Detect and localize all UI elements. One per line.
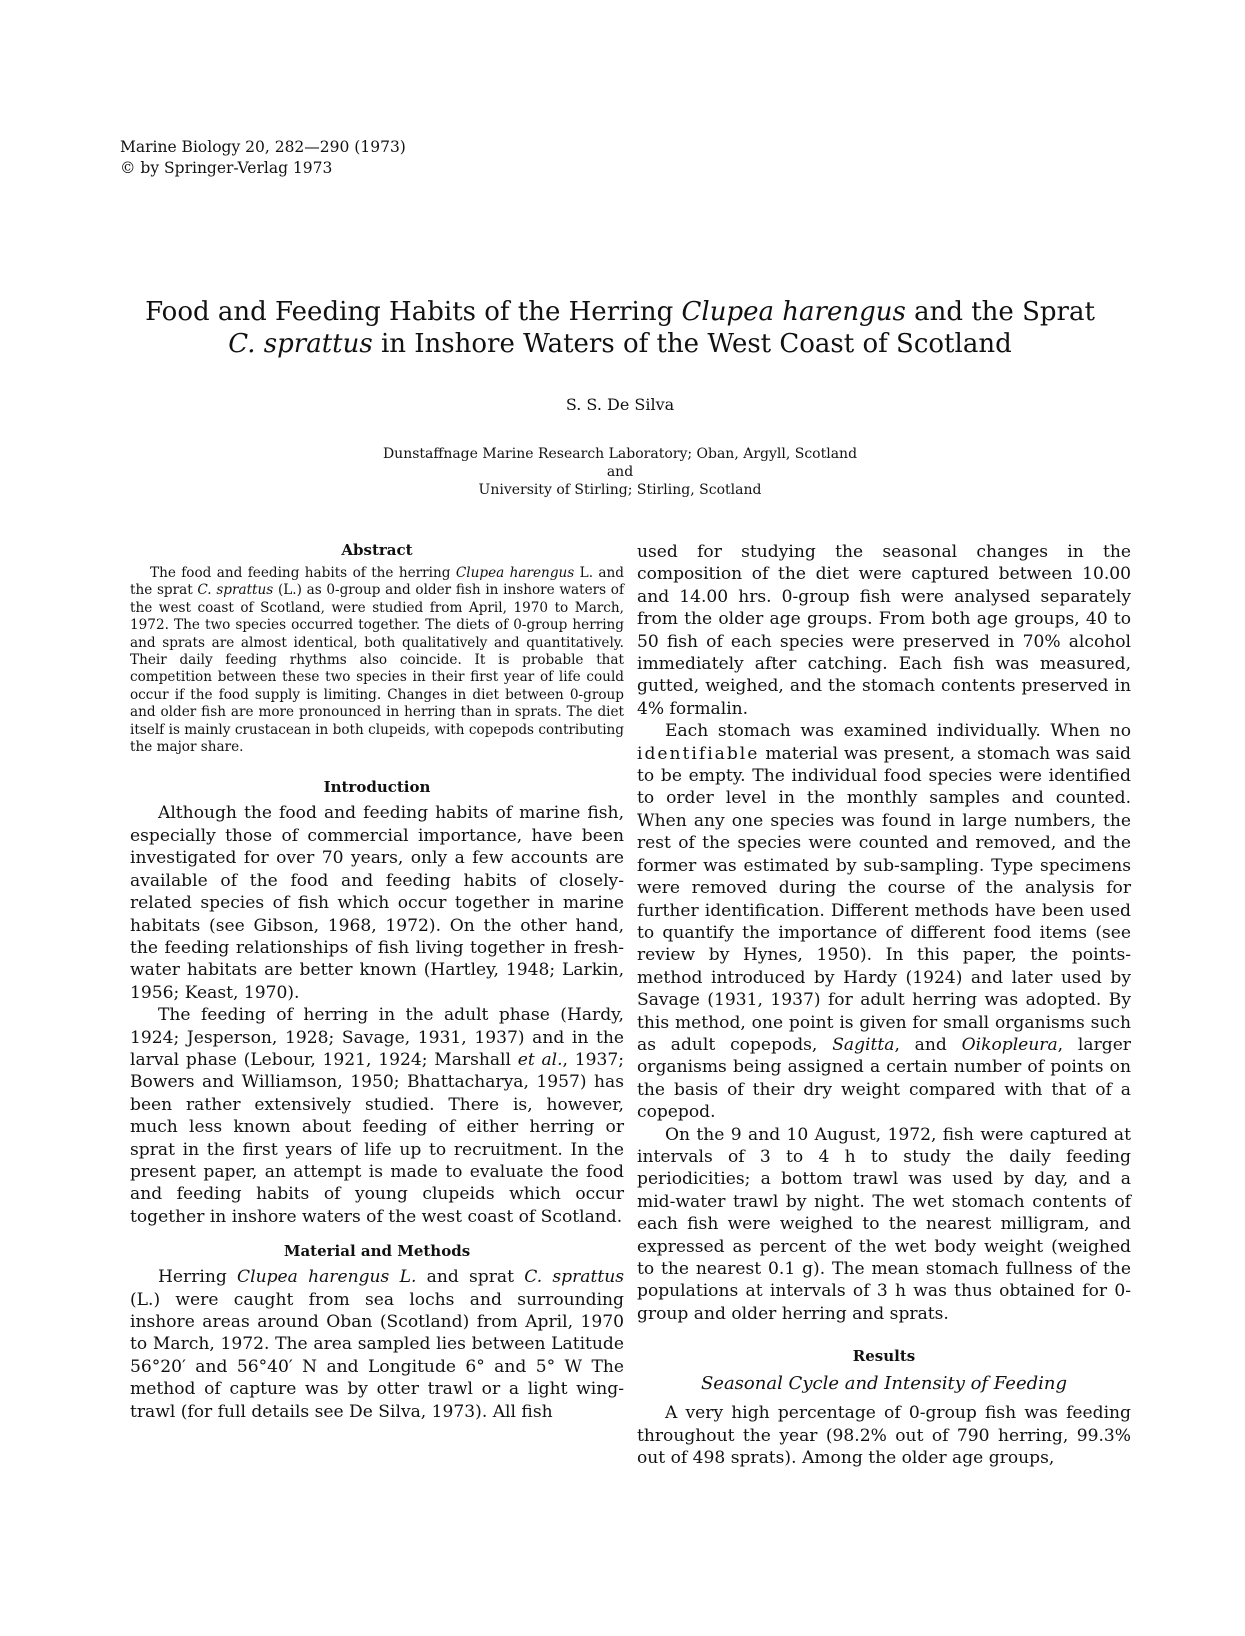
affiliation-line: Dunstaffnage Marine Research Laboratory; Oban, Argyll, Scotland	[382, 446, 858, 462]
intro-part: The feeding of herring in the adult phase (Hardy, 1924; Jesperson, 1928; Savage, 1931, 1937) and in the larval phase (Lebour, 1921, 1924; Marshall	[130, 1005, 624, 1070]
abstract-species: Clupea harengus	[455, 565, 575, 581]
title-species: Clupea harengus	[681, 297, 906, 327]
intro-part: , 1937; Bowers and Williamson, 1950; Bhattacharya, 1957) has been rather extensively studied. There is, however, much less known about feeding of either herring or sprat in the first years of life up to recruitment. In the present paper, an attempt is made to evaluate the food and feeding habits of young clupeids which occur together in inshore waters of the west coast of Scotland.	[130, 1049, 624, 1227]
title-line-2	[120, 328, 1120, 360]
intro-etal: et al.	[517, 1049, 563, 1070]
results-heading: Results	[852, 1347, 916, 1366]
title-line-1	[120, 296, 1120, 328]
methods-part: , larger organisms being assigned a certain number of points on the basis of their dry weight compared with that of a copepod.	[637, 1034, 1131, 1123]
methods-para-1	[130, 1266, 624, 1423]
methods-part: material was present, a stomach was said to be empty. The individual food species were identified to order level in the monthly samples and counted. When any one species was found in large numbers, the rest of the species were counted and removed, and the former was estimated by sub-sampling. Type specimens were removed during the course of the analysis for further identification. Different methods have been used to quantify the importance of different food items (see review by Hynes, 1950). In this paper, the points-method introduced by Hardy (1924) and later used by Savage (1931, 1937) for adult herring was adopted. By this method, one point is given for small organisms such as adult copepods,	[637, 743, 1131, 1055]
results-subheading: Seasonal Cycle and Intensity of Feeding	[700, 1373, 1068, 1395]
journal-header	[120, 137, 406, 179]
methods-spaced-word: identifiable	[637, 743, 760, 764]
copyright-line: © by Springer-Verlag 1973	[120, 159, 333, 177]
methods-part: Herring	[158, 1267, 238, 1288]
methods-taxon: Oikopleura	[961, 1034, 1058, 1055]
methods-taxon: Sagitta	[832, 1034, 895, 1055]
methods-heading: Material and Methods	[283, 1242, 471, 1261]
title-text: Food and Feeding Habits of the Herring	[145, 297, 682, 327]
left-column	[130, 541, 624, 1423]
methods-part: , and	[894, 1034, 962, 1055]
methods-part: and sprat	[416, 1267, 525, 1288]
abstract-part: The food and feeding habits of the herring	[150, 565, 456, 581]
methods-para-3: On the 9 and 10 August, 1972, fish were captured at intervals of 3 to 4 h to study the daily feeding periodicities; a bottom trawl was used by day, and a mid-water trawl by night. The wet stomach contents of each fish were weighed to the nearest milligram, and expressed as percent of the wet body weight (weighed to the nearest 0.1 g). The mean stomach fullness of the populations at intervals of 3 h was thus obtained for 0-group and older herring and sprats.	[637, 1124, 1131, 1324]
abstract-part: L. and the sprat	[130, 565, 624, 599]
abstract-heading: Abstract	[341, 541, 413, 559]
abstract-species: C. sprattus	[197, 582, 274, 599]
citation-line: Marine Biology 20, 282—290 (1973)	[120, 138, 406, 156]
title-species: C. sprattus	[228, 329, 373, 359]
affiliation	[120, 445, 1120, 499]
title-text: in Inshore Waters of the West Coast of Scotland	[372, 329, 1012, 359]
methods-part: Each stomach was examined individually. When no	[665, 721, 1131, 742]
results-para-1: A very high percentage of 0-group fish was feeding throughout the year (98.2% out of 790 herring, 99.3% out of 498 sprats). Among the older age groups,	[637, 1403, 1131, 1469]
methods-species: C. sprattus	[524, 1267, 625, 1288]
right-column	[637, 541, 1131, 1469]
methods-para-continued: used for studying the seasonal changes in the composition of the diet were captured between 10.00 and 14.00 hrs. 0-group fish were analysed separately from the older age groups. From both age groups, 40 to 50 fish of each species were preserved in 70% alcohol immediately after catching. Each fish was measured, gutted, weighed, and the stomach contents preserved in 4% formalin.	[637, 542, 1131, 719]
introduction-heading: Introduction	[323, 778, 431, 797]
methods-species: Clupea harengus L.	[237, 1267, 417, 1288]
author-name: S. S. De Silva	[565, 395, 675, 414]
introduction-para-2	[130, 1004, 624, 1228]
introduction-para-1: Although the food and feeding habits of marine fish, especially those of commercial importance, have been investigated for over 70 years, only a few accounts are available of the food and feeding habits of closely-related species of fish which occur together in marine habitats (see Gibson, 1968, 1972). On the other hand, the feeding relationships of fish living together in fresh-water habitats are better known (Hartley, 1948; Larkin, 1956; Keast, 1970).	[130, 803, 624, 1003]
abstract-part: (L.) as 0-group and older fish in inshore waters of the west coast of Scotland, were studied from April, 1970 to March, 1972. The two species occurred together. The diets of 0-group herring and sprats are almost identical, both qualitatively and quantitatively. Their daily feeding rhythms also coincide. It is probable that competition between these two species in their first year of life could occur if the food supply is limiting. Changes in diet between 0-group and older fish are more pronounced in herring than in sprats. The diet itself is mainly crustacean in both clupeids, with copepods contributing the major share.	[130, 582, 624, 756]
methods-para-2	[637, 720, 1131, 1123]
paper-title	[120, 296, 1120, 360]
abstract-text	[130, 565, 624, 756]
methods-part: (L.) were caught from sea lochs and surrounding inshore areas around Oban (Scotland) from April, 1970 to March, 1972. The area sampled lies between Latitude 56°20′ and 56°40′ N and Longitude 6° and 5° W The method of capture was by otter trawl or a light wing-trawl (for full details see De Silva, 1973). All fish	[130, 1289, 624, 1422]
affiliation-line: and	[606, 464, 634, 480]
title-text: and the Sprat	[905, 297, 1095, 327]
affiliation-line: University of Stirling; Stirling, Scotland	[478, 482, 762, 498]
